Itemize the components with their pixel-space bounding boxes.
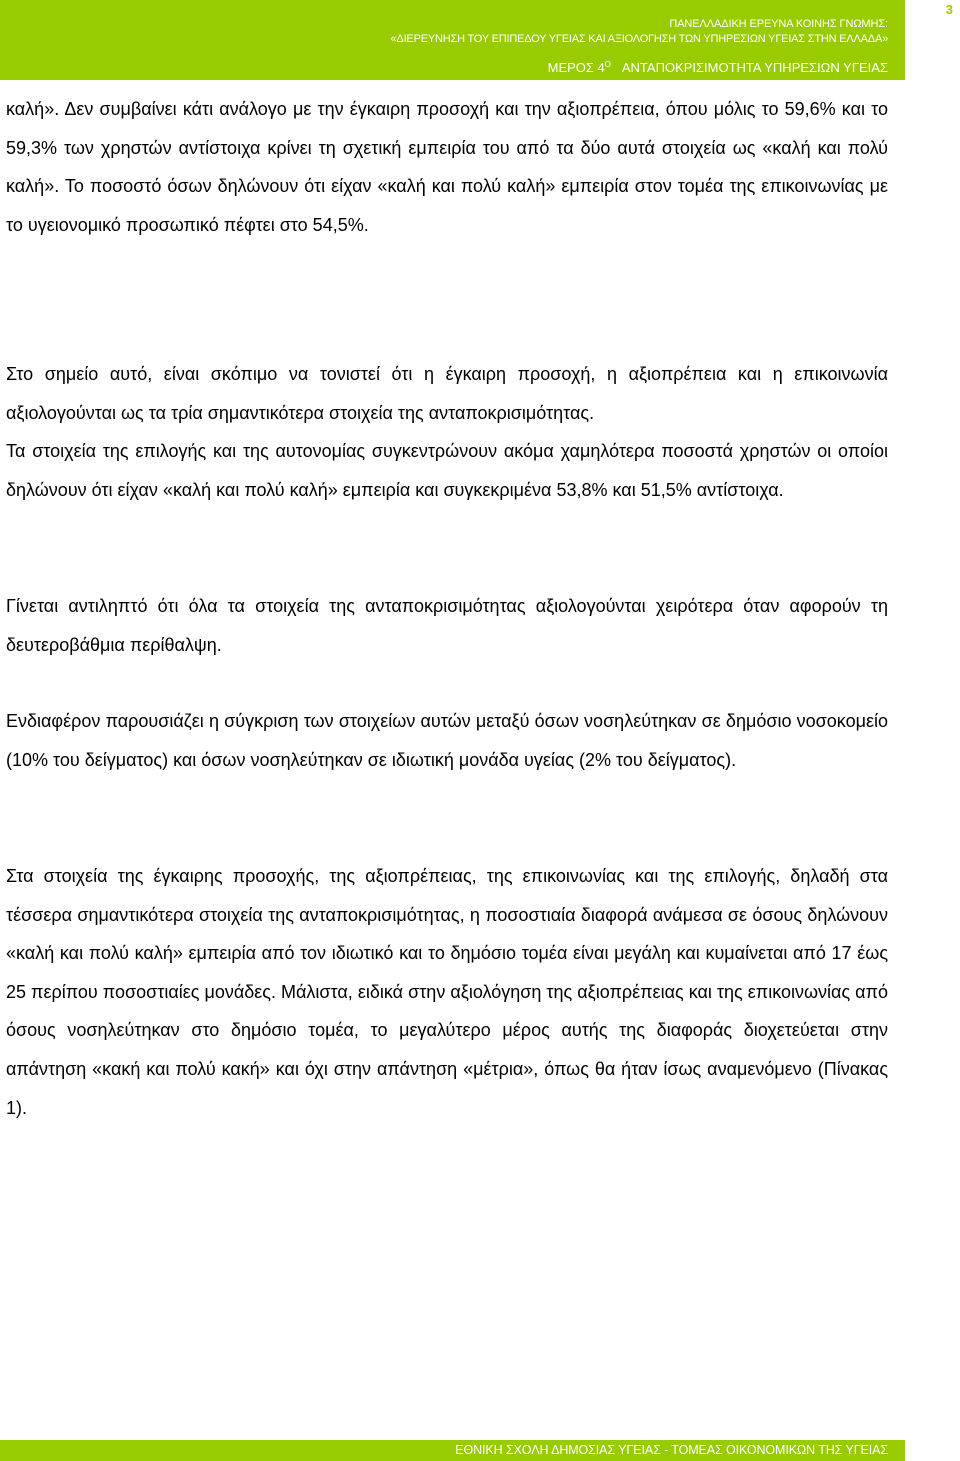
page-number: 3: [945, 2, 953, 17]
page-header: [0, 0, 905, 80]
paragraph-2: Στο σημείο αυτό, είναι σκόπιμο να τονιστεί ότι η έγκαιρη προσοχή, η αξιοπρέπεια και η επικοινωνία αξιολογούνται ως τα τρία σημαντικότερα στοιχεία της ανταποκρισιμότητας.: [6, 364, 888, 423]
header-part-title: [548, 60, 905, 75]
paragraph-6: Στα στοιχεία της έγκαιρης προσοχής, της αξιοπρέπειας, της επικοινωνίας και της επιλογής, δηλαδή στα τέσσερα σημαντικότερα στοιχεία της ανταποκρισιμότητας, η ποσοστιαία διαφορά ανάμεσα σε όσους δηλώνουν «καλή και πολύ καλή» εμπειρία από τον ιδιωτικό και το δημόσιο τομέα είναι μεγάλη και κυμαίνεται από 17 έως 25 περίπου ποσοστιαίες μονάδες. Μάλιστα, ειδικά στην αξιολόγηση της αξιοπρέπειας και της επικοινωνίας από όσους νοσηλεύτηκαν στο δημόσιο τομέα, το μεγαλύτερο μέρος αυτής της διαφοράς διοχετεύεται στην απάντηση «κακή και πολύ κακή» και όχι στην απάντηση «μέτρια», όπως θα ήταν ίσως αναμενόμενο (Πίνακας 1).: [6, 866, 888, 1118]
header-part-label: ΜΕΡΟΣ 4: [547, 60, 605, 75]
paragraph-4: Γίνεται αντιληπτό ότι όλα τα στοιχεία της ανταποκρισιμότητας αξιολογούνται χειρότερα όταν αφορούν τη δευτεροβάθμια περίθαλψη.: [6, 596, 888, 655]
header-study-title: «ΔΙΕΡΕΥΝΗΣΗ ΤΟΥ ΕΠΙΠΕΔΟΥ ΥΓΕΙΑΣ ΚΑΙ ΑΞΙΟΛΟΓΗΣΗ ΤΩΝ ΥΠΗΡΕΣΙΩΝ ΥΓΕΙΑΣ ΣΤΗΝ ΕΛΛΑΔΑ»: [390, 33, 888, 45]
paragraph-1: καλή». Δεν συμβαίνει κάτι ανάλογο με την έγκαιρη προσοχή και την αξιοπρέπεια, όπου μόλις το 59,6% και το 59,3% των χρηστών αντίστοιχα κρίνει τη σχετική εμπειρία του από τα δύο αυτά στοιχεία ως «καλή και πολύ καλή». Το ποσοστό όσων δηλώνουν ότι είχαν «καλή και πολύ καλή» εμπειρία στον τομέα της επικοινωνίας με το υγειονομικό προσωπικό πέφτει στο 54,5%.: [6, 99, 888, 235]
paragraph-5: Ενδιαφέρον παρουσιάζει η σύγκριση των στοιχείων αυτών μεταξύ όσων νοσηλεύτηκαν σε δημόσιο νοσοκομείο (10% του δείγματος) και όσων νοσηλεύτηκαν σε ιδιωτική μονάδα υγείας (2% του δείγματος).: [6, 711, 888, 770]
footer-institution: ΕΘΝΙΚΗ ΣΧΟΛΗ ΔΗΜΟΣΙΑΣ ΥΓΕΙΑΣ - ΤΟΜΕΑΣ ΟΙΚΟΝΟΜΙΚΩΝ ΤΗΣ ΥΓΕΙΑΣ: [455, 1443, 888, 1457]
header-survey-title: ΠΑΝΕΛΛΑΔΙΚΗ ΕΡΕΥΝΑ ΚΟΙΝΗΣ ΓΝΩΜΗΣ:: [669, 18, 888, 30]
paragraph-3: Τα στοιχεία της επιλογής και της αυτονομίας συγκεντρώνουν ακόμα χαμηλότερα ποσοστά χρηστών οι οποίοι δηλώνουν ότι είχαν «καλή και πολύ καλή» εμπειρία και συγκεκριμένα 53,8% και 51,5% αντίστοιχα.: [6, 441, 888, 500]
page-footer: [0, 1440, 905, 1461]
header-part-name: ΑΝΤΑΠΟΚΡΙΣΙΜΟΤΗΤΑ ΥΠΗΡΕΣΙΩΝ ΥΓΕΙΑΣ: [621, 60, 888, 75]
header-part-sup: Ο: [604, 60, 612, 69]
